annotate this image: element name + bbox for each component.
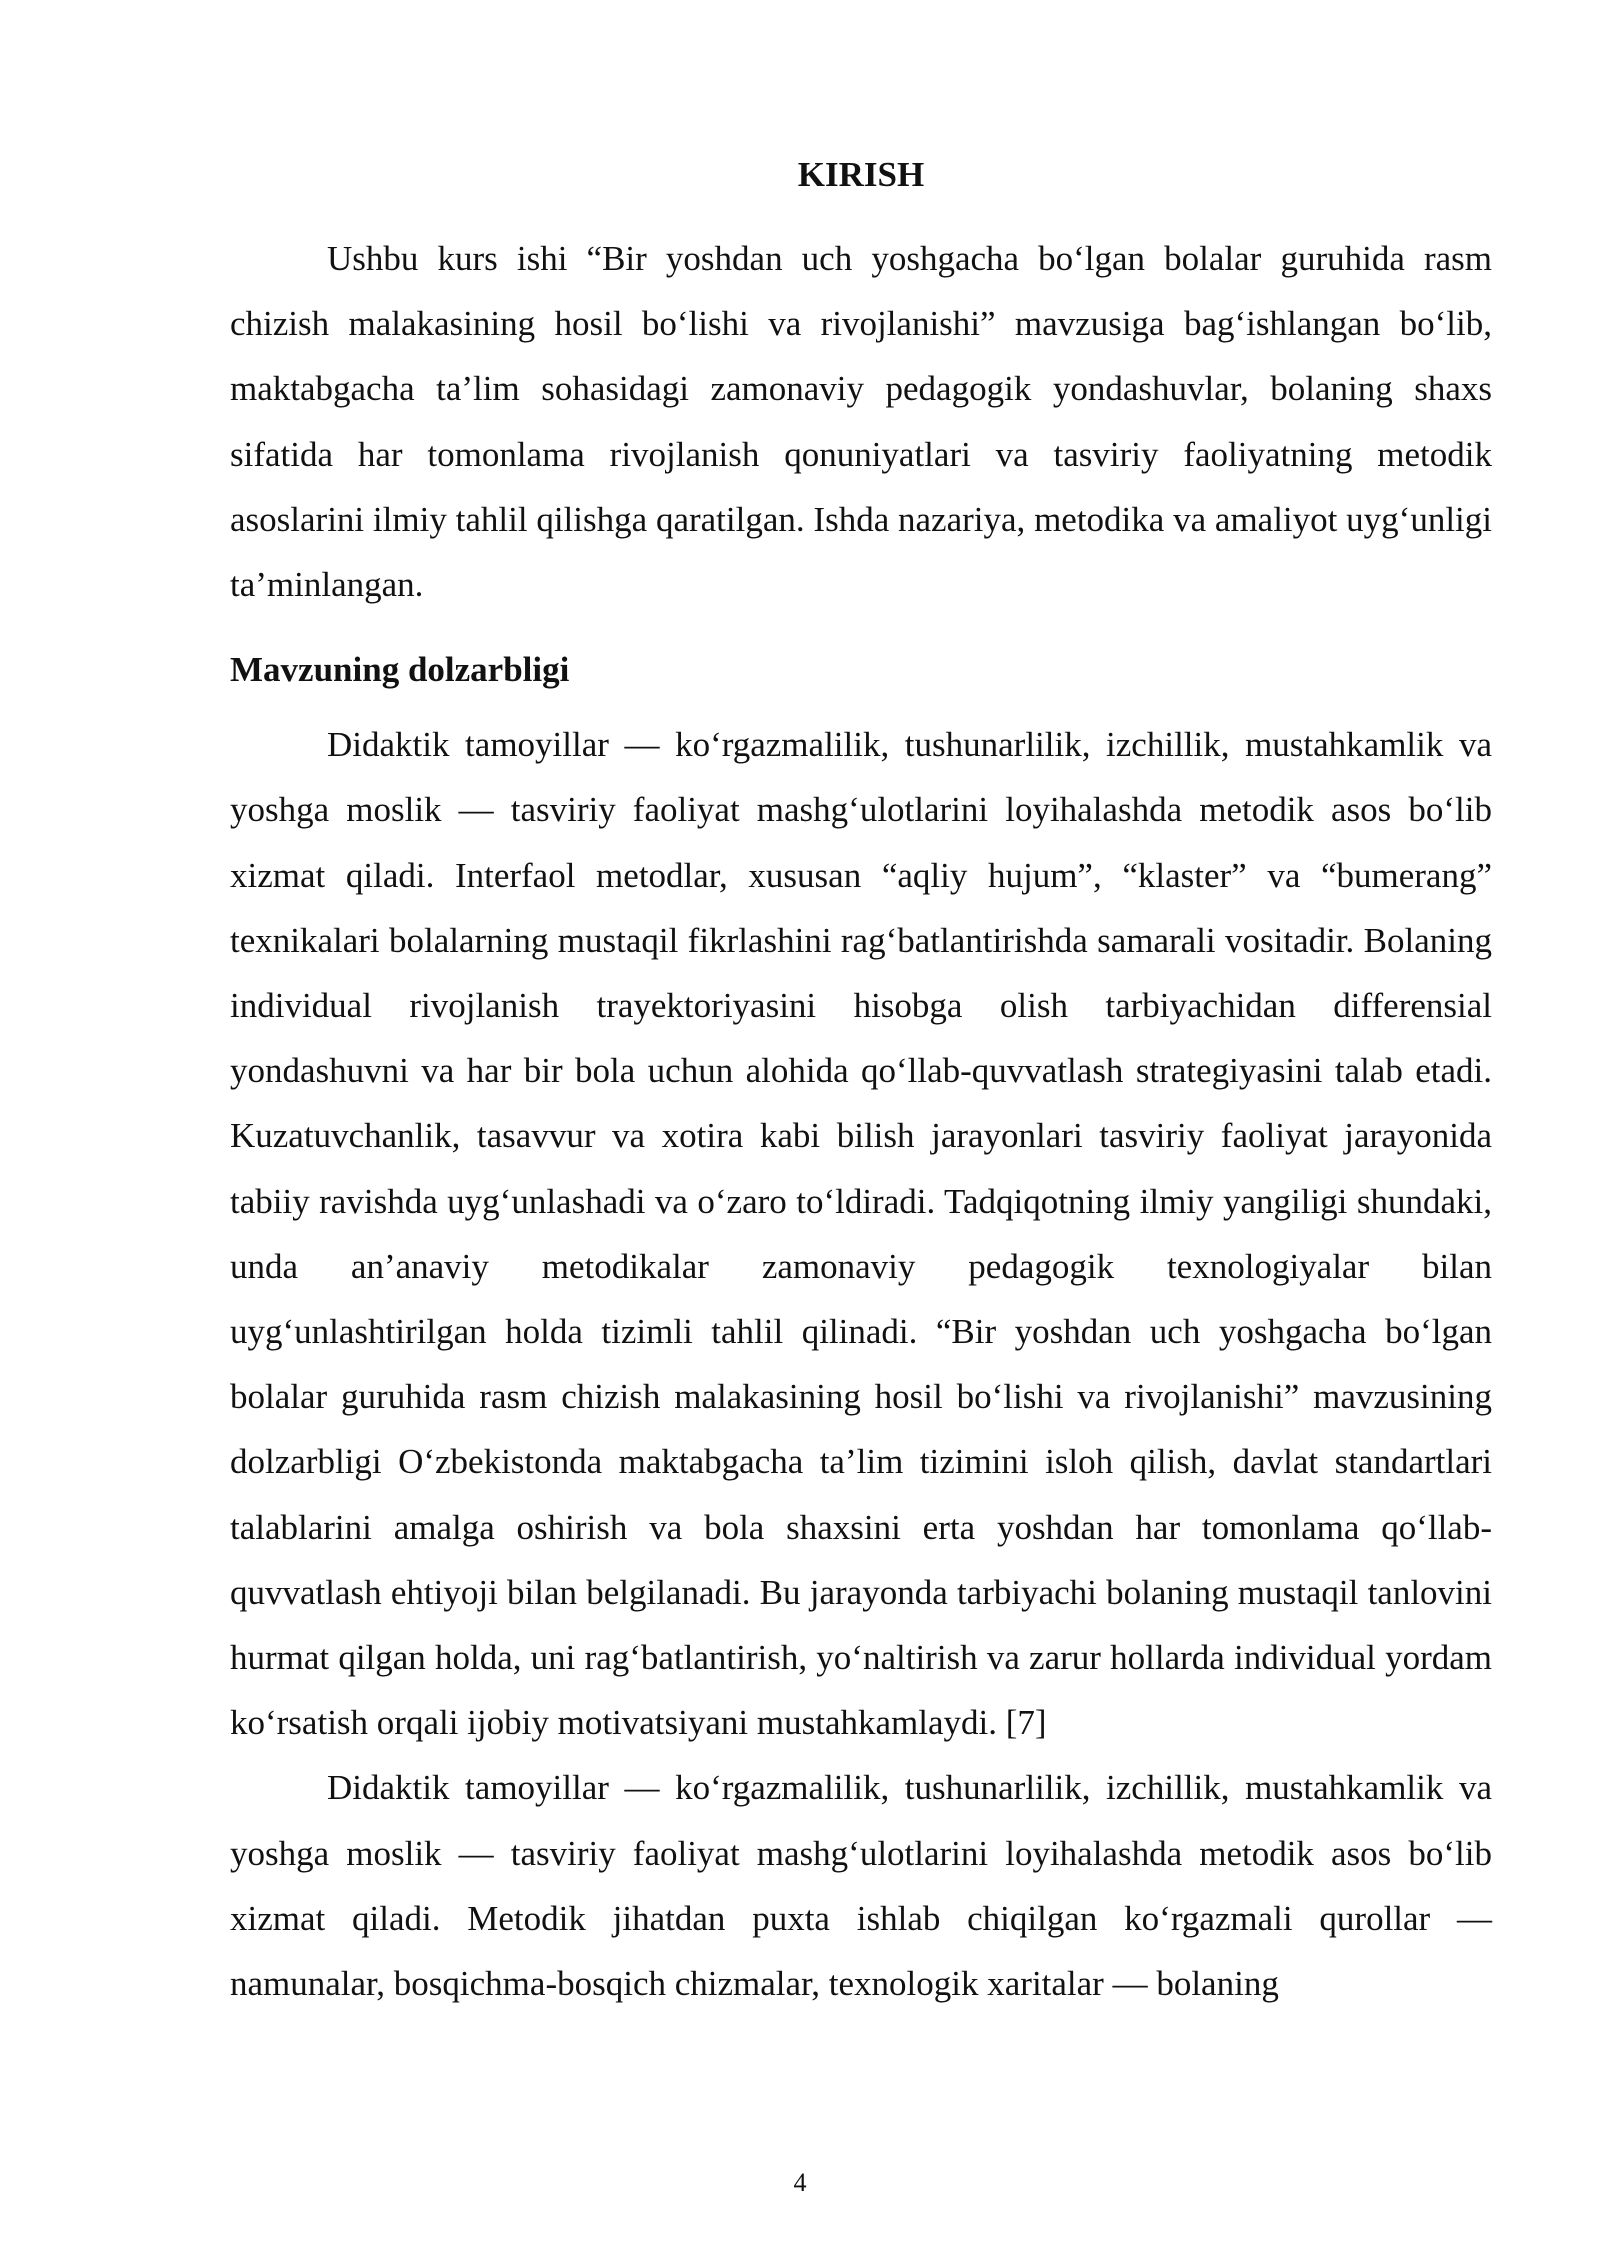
section-heading: Mavzuning dolzarbligi — [230, 650, 570, 690]
document-page — [230, 150, 1492, 2016]
intro-paragraph: Ushbu kurs ishi “Bir yoshdan uch yoshgacha bo‘lgan bolalar guruhida rasm chizish malakasining hosil bo‘lishi va rivojlanishi” mavzusiga bag‘ishlangan bo‘lib, maktabgacha ta’lim sohasidagi zamonaviy pedagogik yondashuvlar, bolaning shaxs sifatida har tomonlama rivojlanish qonuniyatlari va tasviriy faoliyatning metodik asoslarini ilmiy tahlil qilishga qaratilgan. Ishda nazariya, metodika va amaliyot uyg‘unligi ta’minlangan. — [230, 239, 1492, 605]
page-title: KIRISH — [797, 155, 925, 194]
body-paragraph-1: Didaktik tamoyillar — ko‘rgazmalilik, tushunarlilik, izchillik, mustahkamlik va yoshga moslik — tasviriy faoliyat mashg‘ulotlarini loyihalashda metodik asos bo‘lib xizmat qiladi. Interfaol metodlar, xususan “aqliy hujum”, “klaster” va “bumerang” texnikalari bolalarning mustaqil fikrlashini rag‘batlantirishda samarali vositadir. Bolaning individual rivojlanish trayektoriyasini hisobga olish tarbiyachidan differensial yondashuvni va har bir bola uchun alohida qo‘llab-quvvatlash strategiyasini talab etadi. Kuzatuvchanlik, tasavvur va xotira kabi bilish jarayonlari tasviriy faoliyat jarayonida tabiiy ravishda uyg‘unlashadi va o‘zaro to‘ldiradi. Tadqiqotning ilmiy yangiligi shundaki, unda an’anaviy metodikalar zamonaviy pedagogik texnologiyalar bilan uyg‘unlashtirilgan holda tizimli tahlil qilinadi. “Bir yoshdan uch yoshgacha bo‘lgan bolalar guruhida rasm chizish malakasining hosil bo‘lishi va rivojlanishi” mavzusining dolzarbligi O‘zbekistonda maktabgacha ta’lim tizimini isloh qilish, davlat standartlari talablarini amalga oshirish va bola shaxsini erta yoshdan har tomonlama qo‘llab-quvvatlash ehtiyoji bilan belgilanadi. Bu jarayonda tarbiyachi bolaning mustaqil tanlovini hurmat qilgan holda, uni rag‘batlantirish, yo‘naltirish va zarur hollarda individual yordam ko‘rsatish orqali ijobiy motivatsiyani mustahkamlaydi. [7] — [230, 725, 1492, 1743]
body-paragraph-2: Didaktik tamoyillar — ko‘rgazmalilik, tushunarlilik, izchillik, mustahkamlik va yoshga moslik — tasviriy faoliyat mashg‘ulotlarini loyihalashda metodik asos bo‘lib xizmat qiladi. Metodik jihatdan puxta ishlab chiqilgan ko‘rgazmali qurollar — namunalar, bosqichma-bosqich chizmalar, texnologik xaritalar — bolaning — [230, 1768, 1492, 2004]
page-number: 4 — [793, 2168, 807, 2197]
